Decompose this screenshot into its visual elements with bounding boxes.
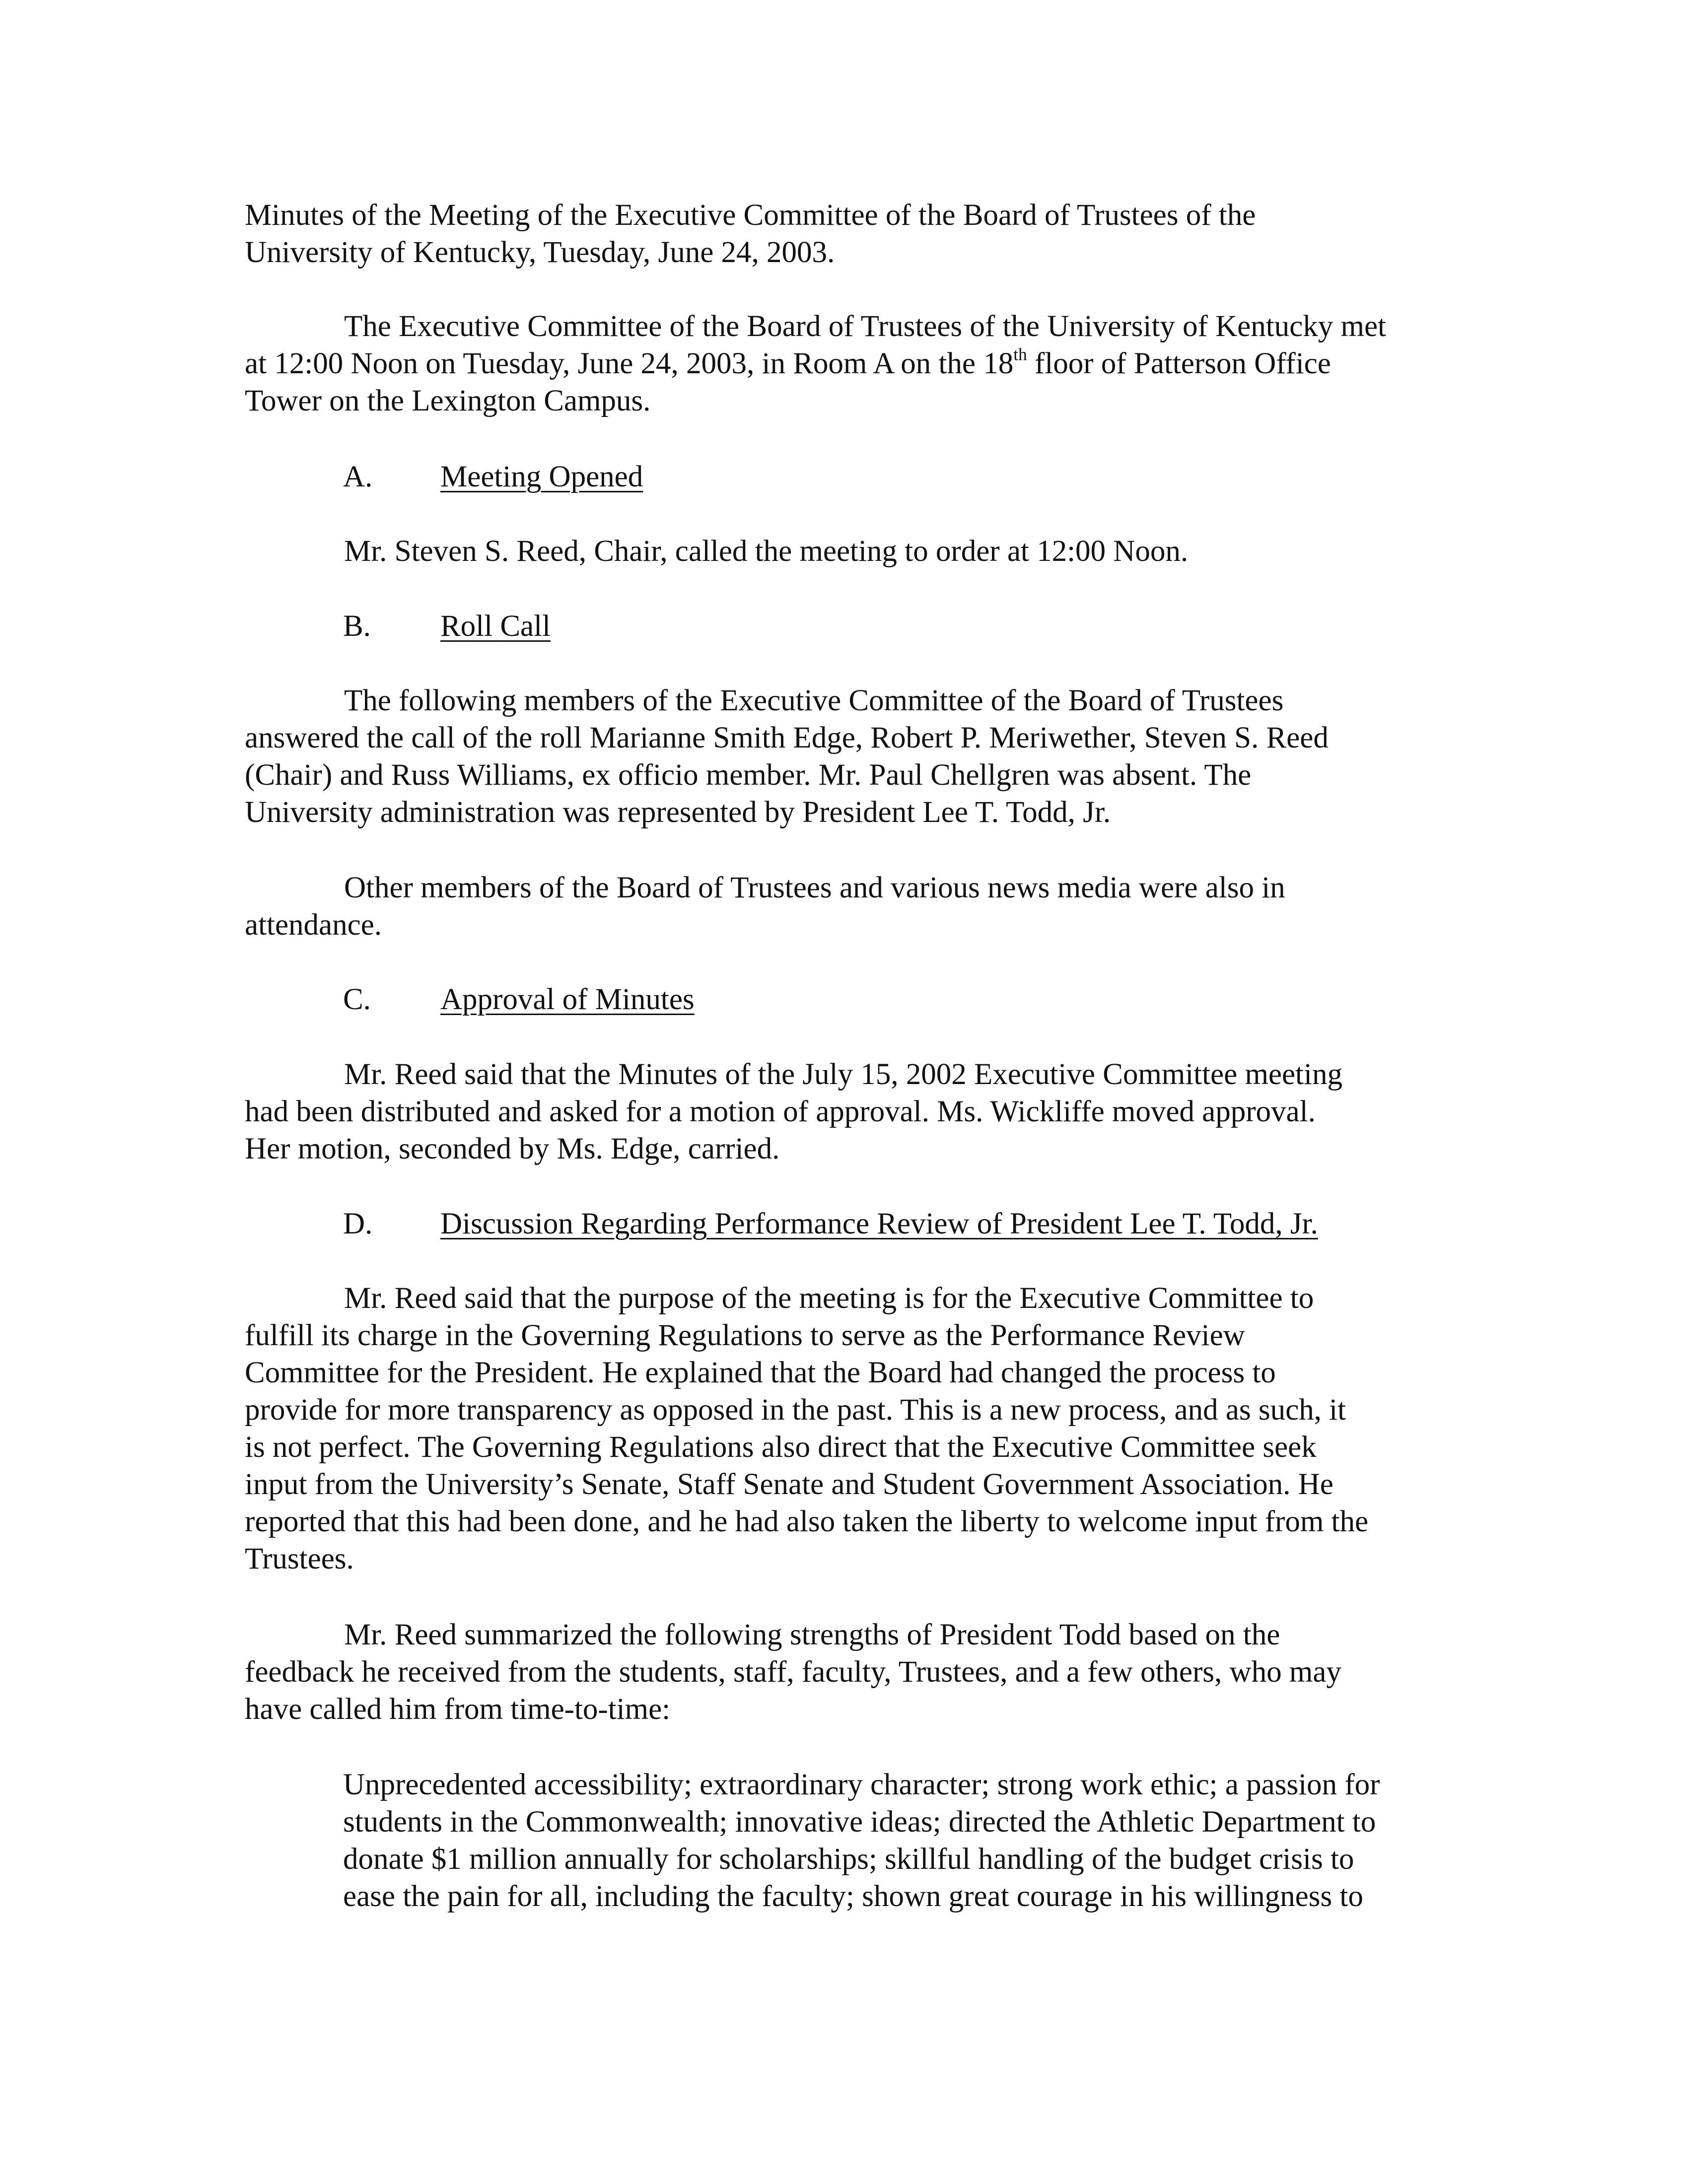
paragraph-line: answered the call of the roll Marianne Smith Edge, Robert P. Meriwether, Steven S. Reed [245, 721, 1329, 754]
section-d-paragraph-2 [245, 1616, 1478, 1728]
section-d-paragraph [245, 1280, 1478, 1577]
section-letter: B. [343, 610, 371, 643]
paragraph-line: feedback he received from the students, staff, faculty, Trustees, and a few others, who may [245, 1655, 1341, 1689]
paragraph-line: Committee for the President. He explained that the Board had changed the process to [245, 1356, 1276, 1389]
paragraph-line: fulfill its charge in the Governing Regulations to serve as the Performance Review [245, 1319, 1245, 1352]
title-line: Minutes of the Meeting of the Executive Committee of the Board of Trustees of the [245, 199, 1256, 232]
quote-line: Unprecedented accessibility; extraordinary character; strong work ethic; a passion for [343, 1768, 1380, 1801]
section-title: Approval of Minutes [440, 983, 695, 1016]
strengths-quote [343, 1766, 1485, 1915]
section-title: Roll Call [440, 610, 551, 643]
section-heading-b [343, 608, 1535, 645]
section-b-paragraph [245, 682, 1478, 831]
paragraph-line: Mr. Steven S. Reed, Chair, called the meeting to order at 12:00 Noon. [344, 535, 1189, 568]
paragraph-line: The Executive Committee of the Board of Trustees of the University of Kentucky met [344, 310, 1386, 343]
section-heading-d [343, 1205, 1535, 1242]
section-letter: C. [343, 983, 371, 1016]
quote-line: students in the Commonwealth; innovative ideas; directed the Athletic Department to [343, 1805, 1376, 1839]
section-letter: D. [343, 1207, 373, 1240]
section-c-paragraph [245, 1056, 1478, 1167]
paragraph-line: University administration was represented by President Lee T. Todd, Jr. [245, 796, 1111, 829]
paragraph-line: at 12:00 Noon on Tuesday, June 24, 2003, in Room A on the 18th floor of Patterson Office [245, 344, 1331, 380]
paragraph-line: Her motion, seconded by Ms. Edge, carried. [245, 1132, 780, 1165]
document-title [245, 197, 1478, 271]
paragraph-line: (Chair) and Russ Williams, ex officio member. Mr. Paul Chellgren was absent. The [245, 758, 1252, 792]
paragraph-line: Tower on the Lexington Campus. [245, 384, 651, 417]
section-title: Meeting Opened [440, 460, 643, 493]
paragraph-line: Other members of the Board of Trustees and various news media were also in [344, 871, 1285, 904]
section-b-paragraph-2 [245, 869, 1478, 944]
quote-line: donate $1 million annually for scholarships; skillful handling of the budget crisis to [343, 1843, 1354, 1876]
paragraph-line: is not perfect. The Governing Regulations also direct that the Executive Committee seek [245, 1431, 1317, 1464]
paragraph-line: reported that this had been done, and he had also taken the liberty to welcome input from the [245, 1505, 1369, 1538]
paragraph-line: Mr. Reed said that the purpose of the meeting is for the Executive Committee to [344, 1282, 1314, 1315]
paragraph-line: The following members of the Executive Committee of the Board of Trustees [344, 684, 1284, 717]
paragraph-line: Mr. Reed summarized the following strengths of President Todd based on the [344, 1618, 1280, 1651]
section-a-paragraph [245, 533, 1478, 570]
section-heading-a [343, 458, 1535, 495]
section-letter: A. [343, 460, 373, 493]
paragraph-line: Mr. Reed said that the Minutes of the July 15, 2002 Executive Committee meeting [344, 1058, 1342, 1091]
intro-paragraph [245, 308, 1478, 419]
paragraph-line: have called him from time-to-time: [245, 1693, 671, 1726]
section-heading-c [343, 981, 1535, 1018]
paragraph-line: had been distributed and asked for a motion of approval. Ms. Wickliffe moved approval. [245, 1095, 1316, 1128]
title-line: University of Kentucky, Tuesday, June 24, 2003. [245, 236, 835, 269]
section-title: Discussion Regarding Performance Review of President Lee T. Todd, Jr. [440, 1207, 1318, 1240]
quote-line: ease the pain for all, including the faculty; shown great courage in his willingness to [343, 1880, 1363, 1913]
ordinal-suffix: th [1013, 344, 1027, 364]
paragraph-line: Trustees. [245, 1542, 354, 1575]
paragraph-line: input from the University’s Senate, Staff Senate and Student Government Association. He [245, 1468, 1334, 1501]
paragraph-line: attendance. [245, 908, 382, 942]
paragraph-line: provide for more transparency as opposed in the past. This is a new process, and as such, it [245, 1393, 1346, 1427]
